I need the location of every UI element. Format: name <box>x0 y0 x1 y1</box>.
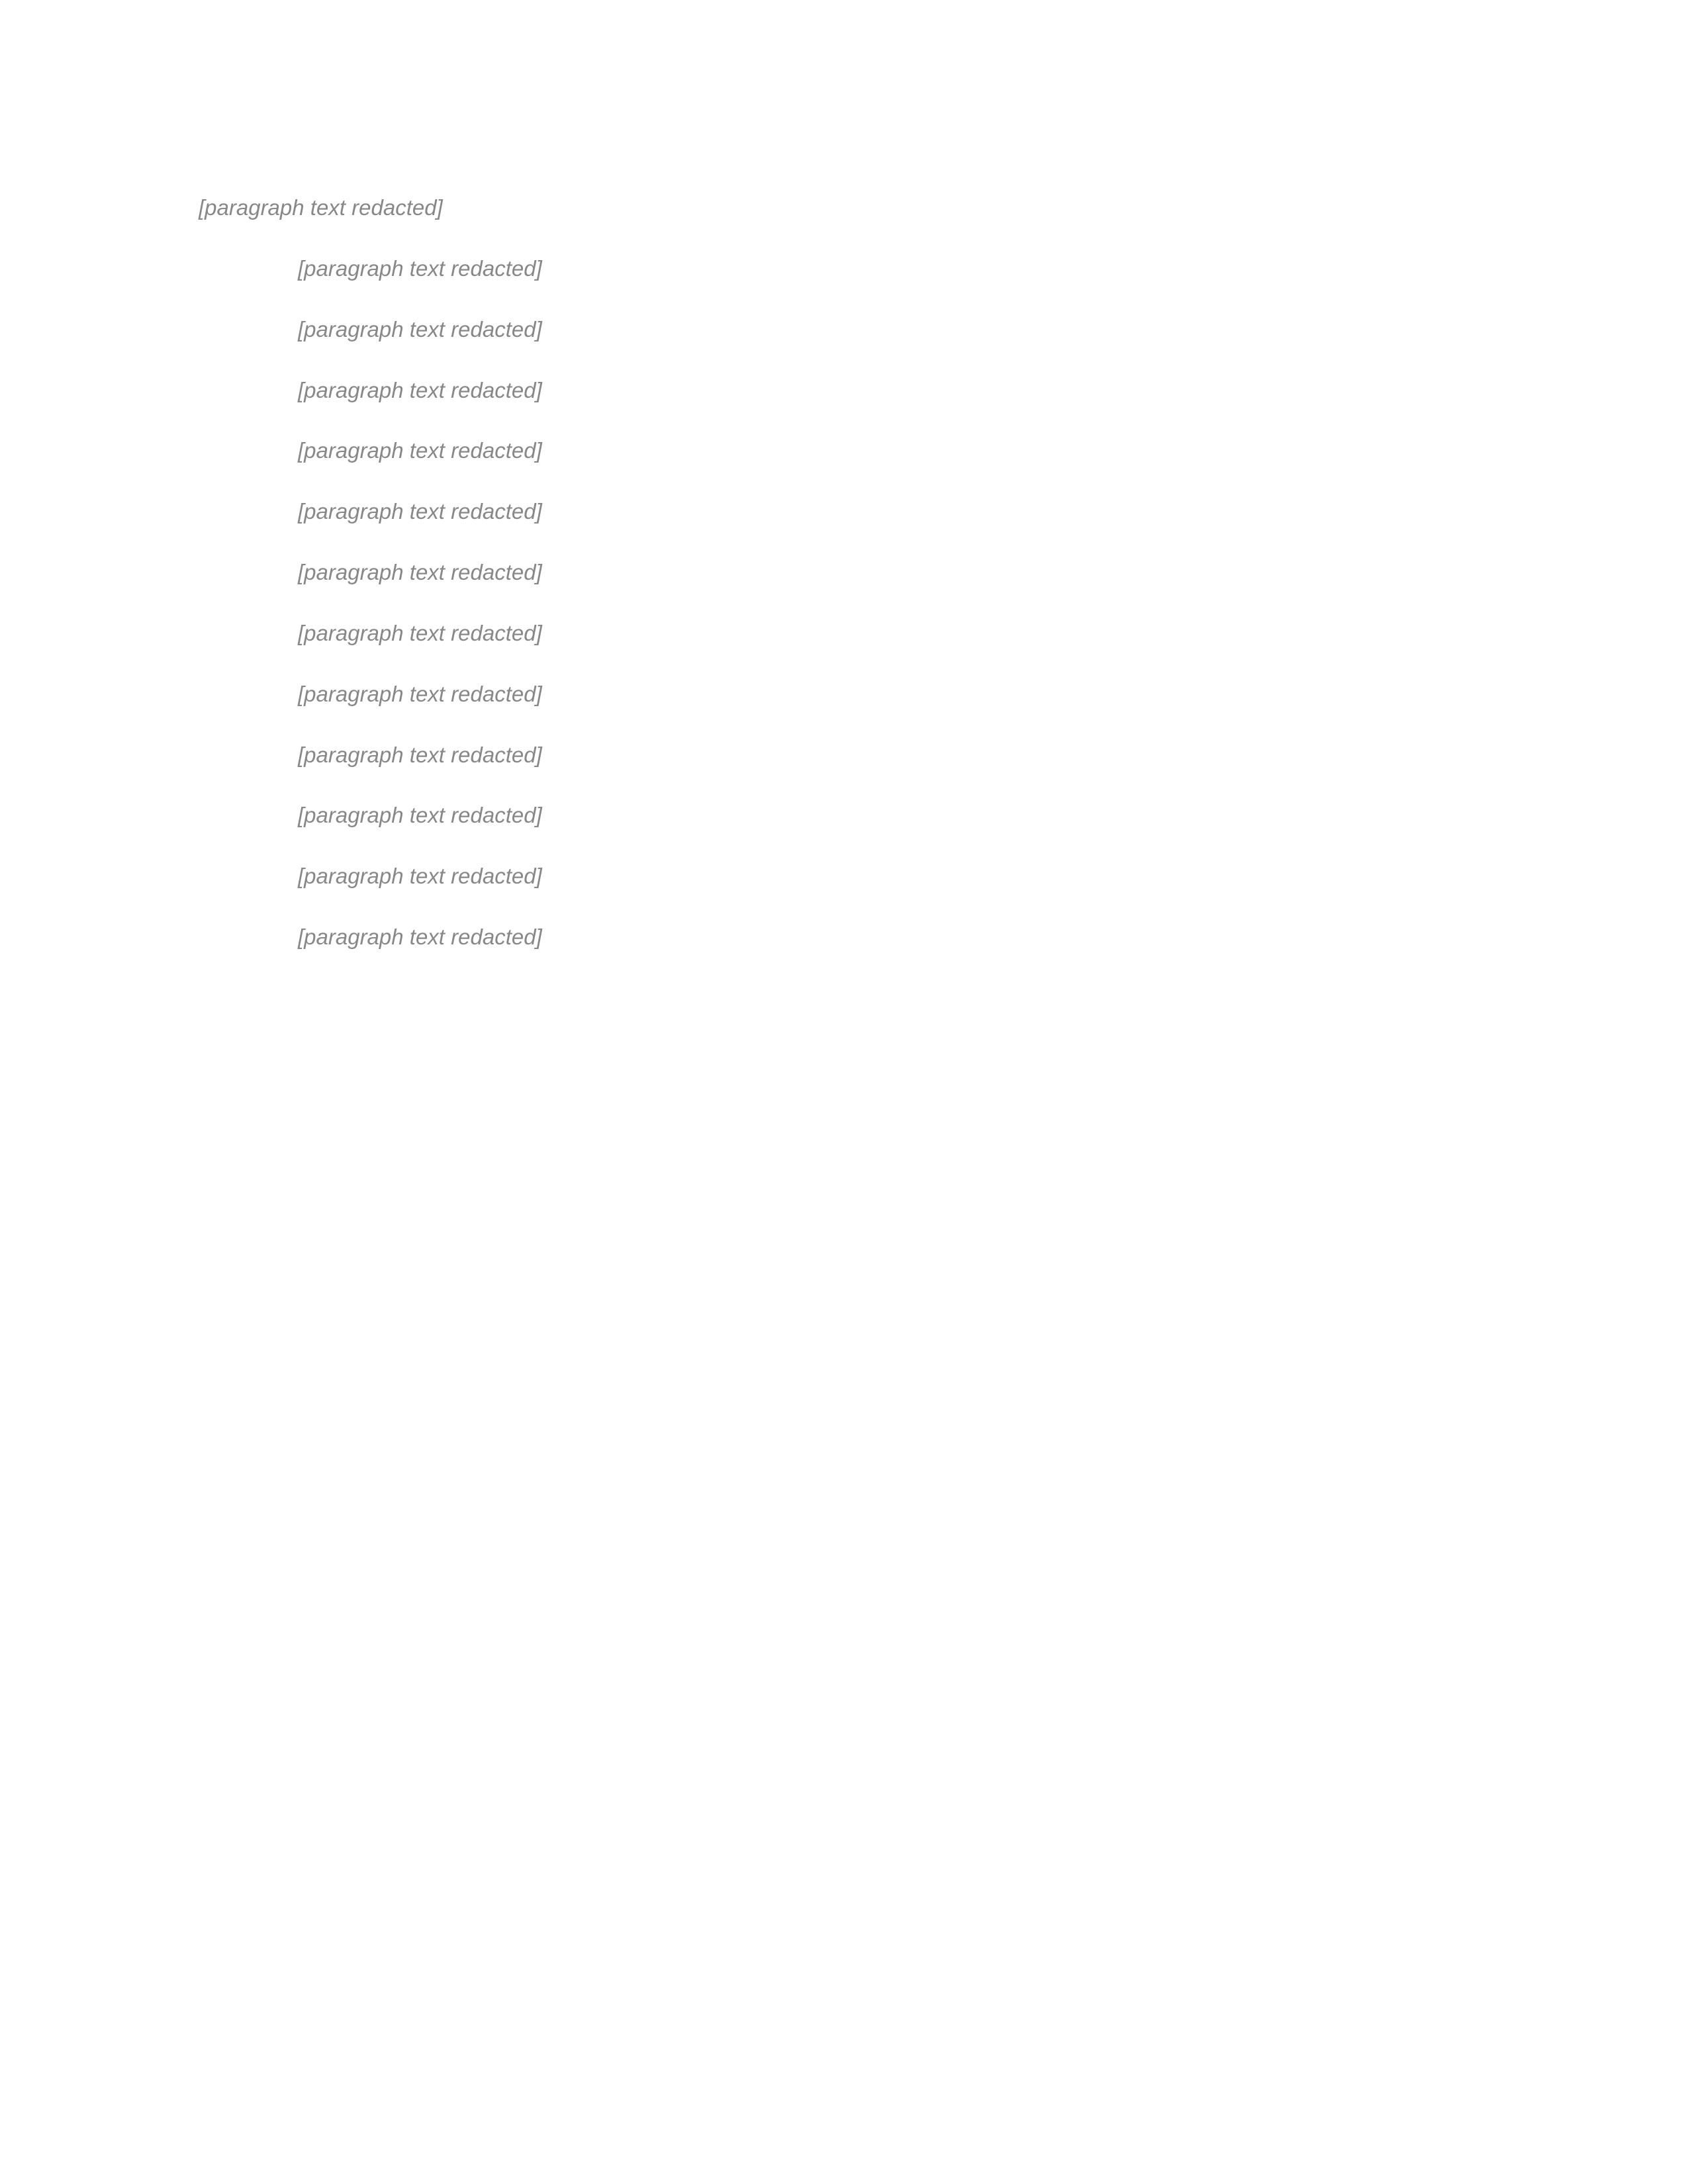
paragraph: [paragraph text redacted] <box>298 742 542 767</box>
paragraph: [paragraph text redacted] <box>298 803 542 828</box>
paragraph: [paragraph text redacted] <box>298 681 542 706</box>
paragraph: [paragraph text redacted] <box>298 864 542 889</box>
paragraph: [paragraph text redacted] <box>298 499 542 524</box>
paragraph-container <box>199 192 1489 953</box>
paragraph: [paragraph text redacted] <box>199 195 443 220</box>
paragraph: [paragraph text redacted] <box>298 377 542 402</box>
paragraph: [paragraph text redacted] <box>298 560 542 585</box>
paragraph: [paragraph text redacted] <box>298 925 542 950</box>
paragraph: [paragraph text redacted] <box>298 620 542 645</box>
paragraph: [paragraph text redacted] <box>298 438 542 463</box>
paragraph: [paragraph text redacted] <box>298 255 542 281</box>
paragraph: [paragraph text redacted] <box>298 316 542 341</box>
